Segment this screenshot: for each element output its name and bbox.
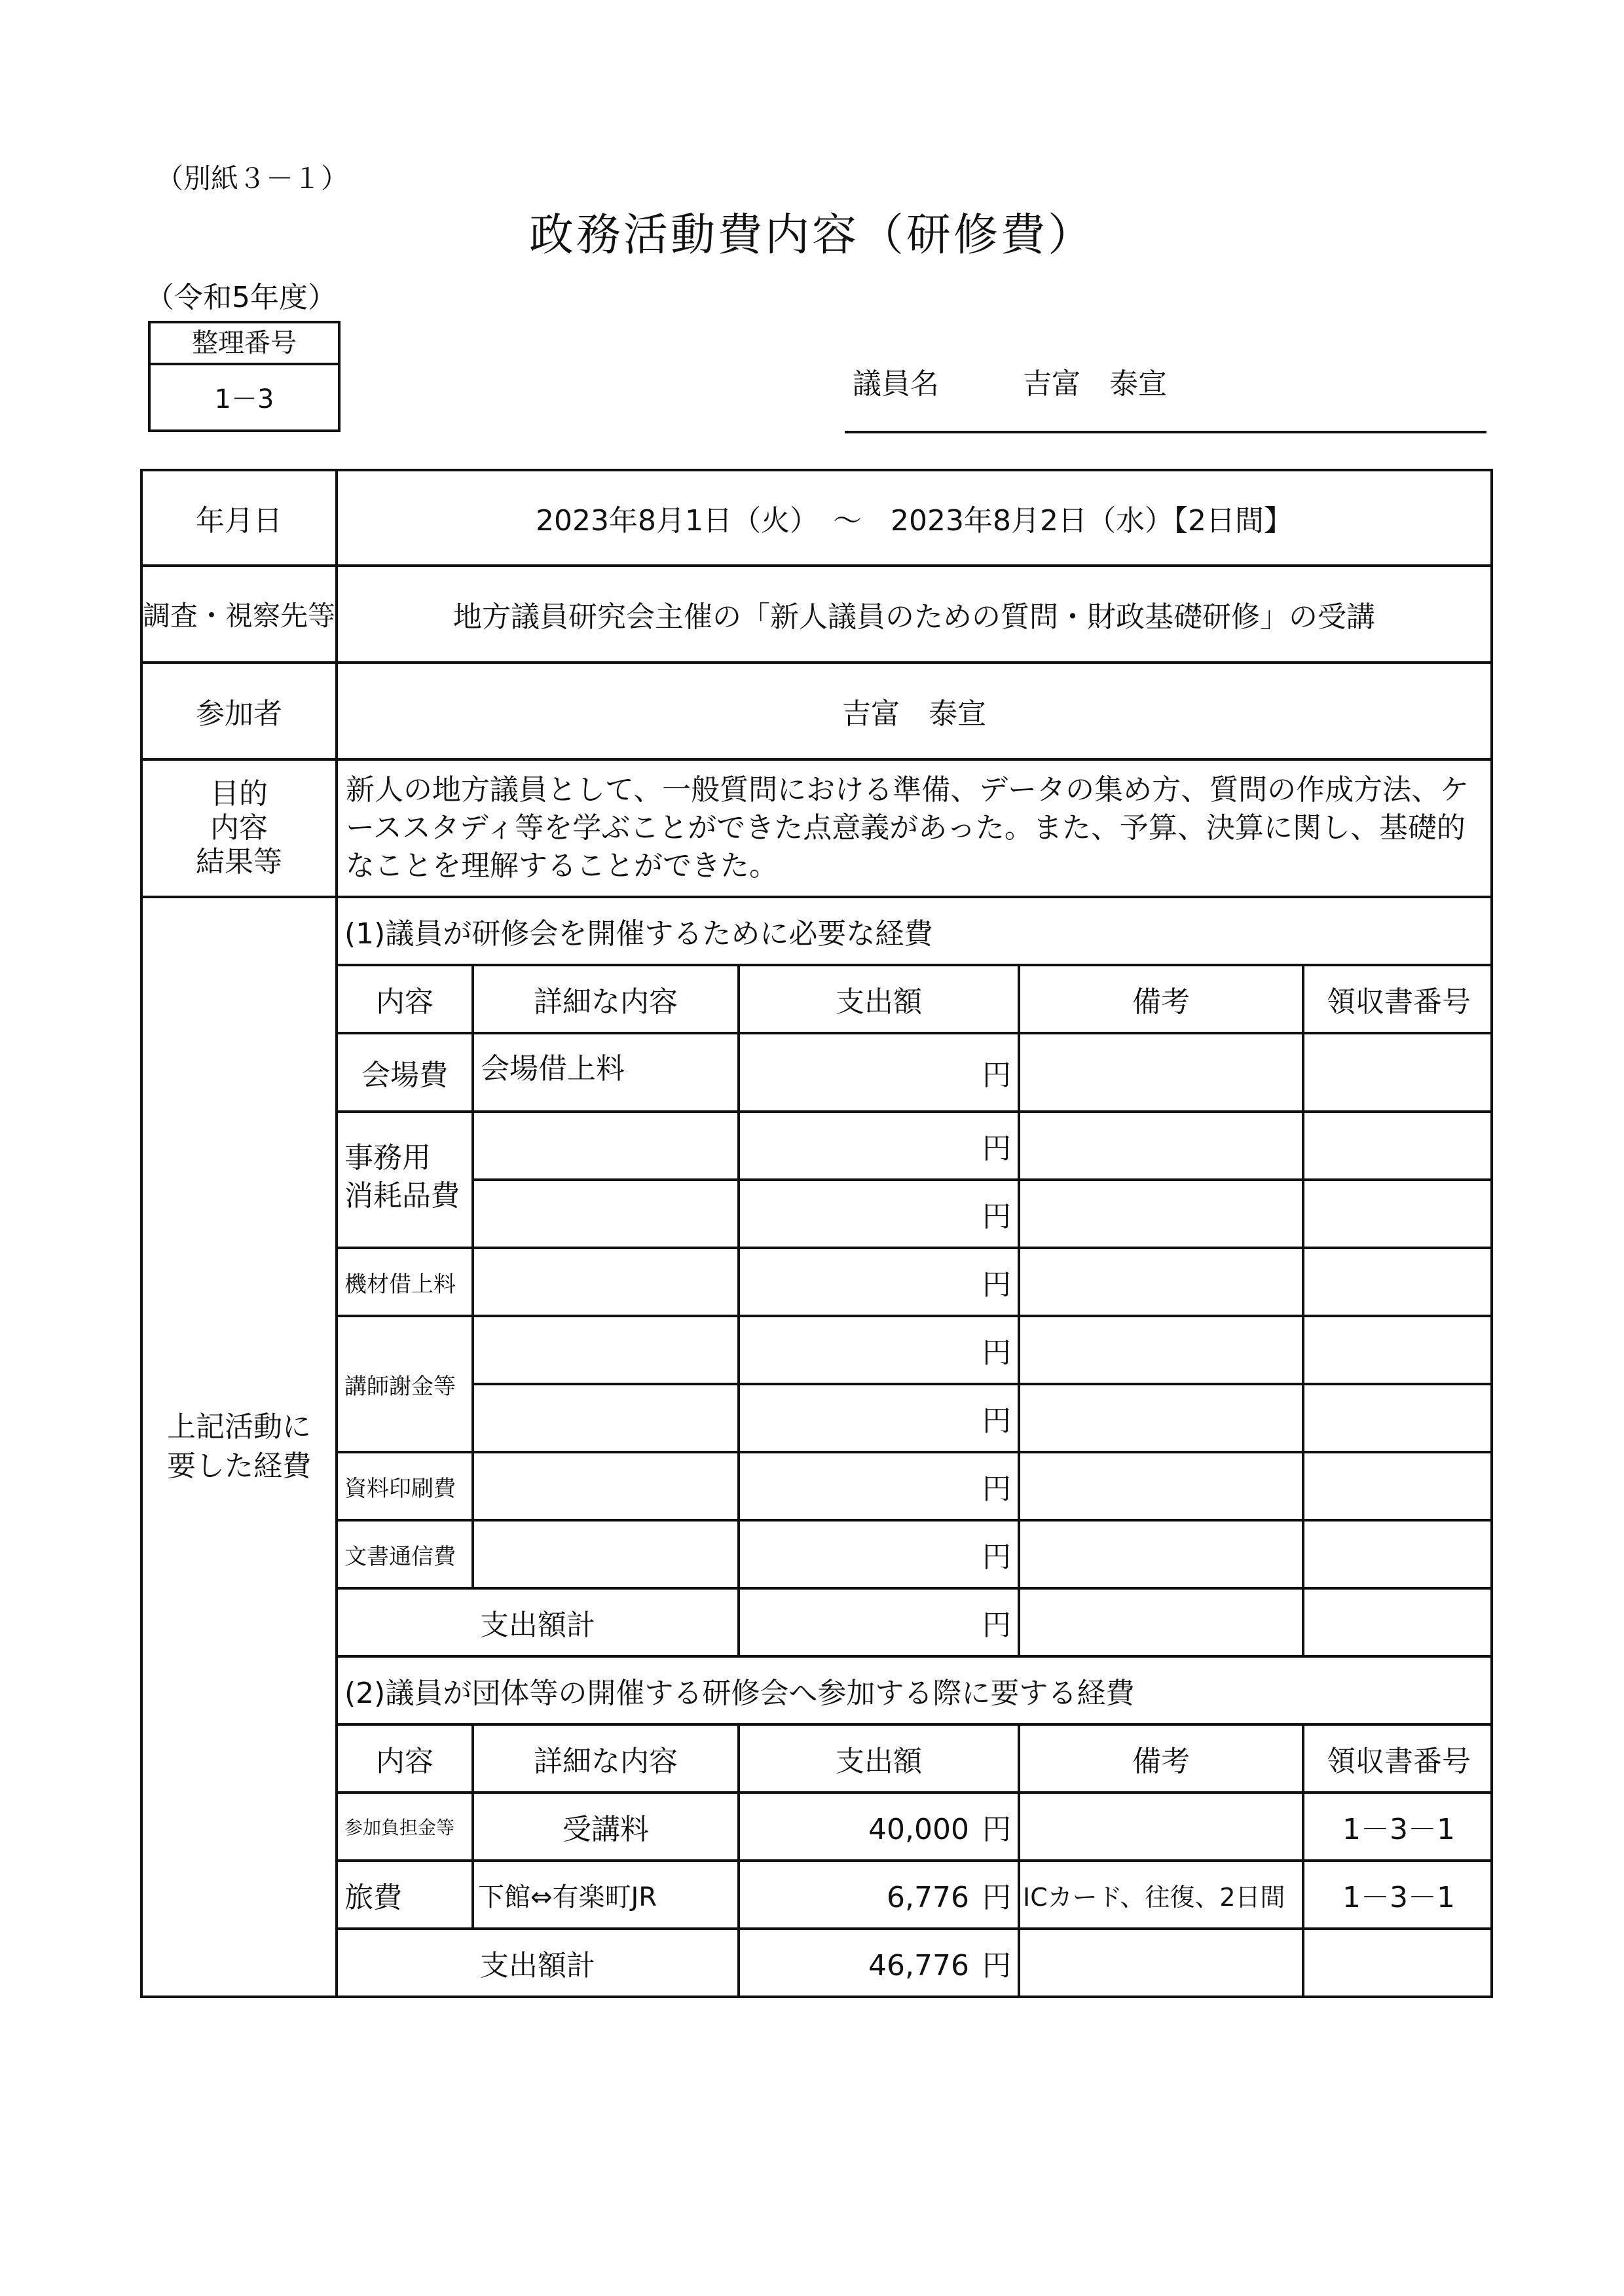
row-amount xyxy=(739,1793,1019,1861)
col-header-detail: 詳細な内容 xyxy=(473,965,739,1033)
section2-total-row xyxy=(338,1929,1493,1995)
yen-label: 円 xyxy=(982,1059,1011,1092)
col-header-category: 内容 xyxy=(338,965,473,1033)
purpose-label xyxy=(141,759,337,897)
member-underline xyxy=(845,431,1486,433)
expense-table xyxy=(338,898,1493,1995)
col-header-receipt: 領収書番号 xyxy=(1303,965,1493,1033)
registration-number-box xyxy=(148,321,341,432)
destination-value: 地方議員研究会主催の「新人議員のための質問・財政基礎研修」の受講 xyxy=(337,566,1492,663)
row-note xyxy=(1019,1793,1303,1861)
row-note xyxy=(1019,1384,1303,1452)
row-detail: 会場借上料 xyxy=(473,1033,739,1112)
row-receipt xyxy=(1303,1520,1493,1588)
member-label: 議員名 xyxy=(853,367,939,401)
row-receipt xyxy=(1303,1180,1493,1248)
table-row xyxy=(338,1861,1493,1929)
yen-label: 円 xyxy=(982,1540,1011,1574)
row-detail xyxy=(473,1248,739,1316)
amount-value: 40,000 xyxy=(868,1813,969,1846)
member-name: 吉富 泰宣 xyxy=(1023,367,1167,401)
row-amount xyxy=(739,1033,1019,1112)
destination-label: 調査・視察先等 xyxy=(141,566,337,663)
purpose-label-line3: 結果等 xyxy=(196,845,282,879)
row-detail xyxy=(473,1384,739,1452)
col-header-amount: 支出額 xyxy=(739,1724,1019,1793)
page-title: 政務活動費内容（研修費） xyxy=(528,210,1095,261)
expense-label xyxy=(141,897,337,1997)
office-cat-line1: 事務用 xyxy=(344,1141,431,1175)
col-header-note: 備考 xyxy=(1019,1724,1303,1793)
registration-number-label: 整理番号 xyxy=(151,323,338,365)
participant-value: 吉富 泰宣 xyxy=(337,663,1492,759)
yen-label: 円 xyxy=(982,1609,1011,1642)
row-category: 会場費 xyxy=(338,1033,473,1112)
row-note xyxy=(1019,1520,1303,1588)
purpose-label-line2: 内容 xyxy=(210,811,268,845)
yen-label: 円 xyxy=(982,1336,1011,1370)
section1-total-amount xyxy=(739,1588,1019,1656)
row-note xyxy=(1019,1033,1303,1112)
row-receipt xyxy=(1303,1929,1493,1995)
section1-header-row xyxy=(338,965,1493,1033)
row-note xyxy=(1019,1248,1303,1316)
section1-total-label: 支出額計 xyxy=(338,1588,739,1656)
col-header-amount: 支出額 xyxy=(739,965,1019,1033)
document-number: （別紙３－１） xyxy=(156,162,349,194)
row-detail xyxy=(473,1520,739,1588)
table-row xyxy=(338,1452,1493,1520)
section2-header-row xyxy=(338,1724,1493,1793)
row-detail: 下館⇔有楽町JR xyxy=(473,1861,739,1929)
row-receipt xyxy=(1303,1384,1493,1452)
destination-row xyxy=(141,566,1492,663)
row-amount xyxy=(739,1861,1019,1929)
section2-total-label: 支出額計 xyxy=(338,1929,739,1995)
fiscal-year: （令和5年度） xyxy=(145,281,337,314)
participant-row xyxy=(141,663,1492,759)
purpose-label-line1: 目的 xyxy=(210,777,268,811)
row-receipt xyxy=(1303,1033,1493,1112)
row-amount xyxy=(739,1452,1019,1520)
table-row xyxy=(338,1316,1493,1384)
row-receipt xyxy=(1303,1316,1493,1384)
amount-value: 6,776 xyxy=(887,1881,969,1914)
row-amount xyxy=(739,1180,1019,1248)
table-row xyxy=(338,1248,1493,1316)
row-amount xyxy=(739,1248,1019,1316)
activity-table xyxy=(140,469,1493,1998)
row-amount xyxy=(739,1316,1019,1384)
table-row xyxy=(338,1033,1493,1112)
col-header-note: 備考 xyxy=(1019,965,1303,1033)
row-receipt: 1－3－1 xyxy=(1303,1793,1493,1861)
row-amount xyxy=(739,1112,1019,1180)
section2-total-amount xyxy=(739,1929,1019,1995)
table-row xyxy=(338,1384,1493,1452)
col-header-detail: 詳細な内容 xyxy=(473,1724,739,1793)
row-detail xyxy=(473,1452,739,1520)
section1-total-row xyxy=(338,1588,1493,1656)
row-category: 参加負担金等 xyxy=(338,1793,473,1861)
row-note xyxy=(1019,1588,1303,1656)
row-note xyxy=(1019,1929,1303,1995)
row-category xyxy=(338,1112,473,1248)
yen-label: 円 xyxy=(982,1268,1011,1302)
section1-heading: (1)議員が研修会を開催するために必要な経費 xyxy=(338,898,1493,965)
expense-row xyxy=(141,897,1492,1997)
col-header-category: 内容 xyxy=(338,1724,473,1793)
row-receipt xyxy=(1303,1588,1493,1656)
expense-label-line2: 要した経費 xyxy=(167,1449,311,1483)
yen-label: 円 xyxy=(982,1404,1011,1438)
row-category: 機材借上料 xyxy=(338,1248,473,1316)
participant-label: 参加者 xyxy=(141,663,337,759)
purpose-row xyxy=(141,759,1492,897)
row-receipt: 1－3－1 xyxy=(1303,1861,1493,1929)
row-note xyxy=(1019,1112,1303,1180)
yen-label: 円 xyxy=(982,1472,1011,1506)
row-note xyxy=(1019,1180,1303,1248)
row-detail xyxy=(473,1316,739,1384)
table-row xyxy=(338,1180,1493,1248)
date-value: 2023年8月1日（火） ～ 2023年8月2日（水）【2日間】 xyxy=(337,470,1492,566)
row-category: 資料印刷費 xyxy=(338,1452,473,1520)
row-detail xyxy=(473,1180,739,1248)
yen-label: 円 xyxy=(982,1881,1011,1914)
office-cat-line2: 消耗品費 xyxy=(344,1179,460,1212)
row-receipt xyxy=(1303,1112,1493,1180)
yen-label: 円 xyxy=(982,1200,1011,1233)
date-row xyxy=(141,470,1492,566)
section2-heading: (2)議員が団体等の開催する研修会へ参加する際に要する経費 xyxy=(338,1656,1493,1724)
row-category: 文書通信費 xyxy=(338,1520,473,1588)
table-row xyxy=(338,1793,1493,1861)
col-header-receipt: 領収書番号 xyxy=(1303,1724,1493,1793)
purpose-value: 新人の地方議員として、一般質問における準備、データの集め方、質問の作成方法、ケーススタディ等を学ぶことができた点意義があった。また、予算、決算に関し、基礎的なことを理解することができた。 xyxy=(337,759,1492,897)
row-note xyxy=(1019,1316,1303,1384)
section1-heading-row xyxy=(338,898,1493,965)
row-amount xyxy=(739,1384,1019,1452)
yen-label: 円 xyxy=(982,1813,1011,1846)
row-receipt xyxy=(1303,1248,1493,1316)
row-category: 旅費 xyxy=(338,1861,473,1929)
row-detail xyxy=(473,1112,739,1180)
row-category: 講師謝金等 xyxy=(338,1316,473,1452)
row-detail: 受講料 xyxy=(473,1793,739,1861)
total-amount-value: 46,776 xyxy=(868,1949,969,1982)
row-note: ICカード、往復、2日間 xyxy=(1019,1861,1303,1929)
date-label: 年月日 xyxy=(141,470,337,566)
table-row xyxy=(338,1520,1493,1588)
row-amount xyxy=(739,1520,1019,1588)
row-receipt xyxy=(1303,1452,1493,1520)
expense-label-line1: 上記活動に xyxy=(167,1410,311,1444)
expense-detail-cell xyxy=(337,897,1492,1997)
table-row xyxy=(338,1112,1493,1180)
registration-number-value: 1－3 xyxy=(214,384,274,414)
yen-label: 円 xyxy=(982,1132,1011,1165)
section2-heading-row xyxy=(338,1656,1493,1724)
row-note xyxy=(1019,1452,1303,1520)
yen-label: 円 xyxy=(982,1949,1011,1982)
